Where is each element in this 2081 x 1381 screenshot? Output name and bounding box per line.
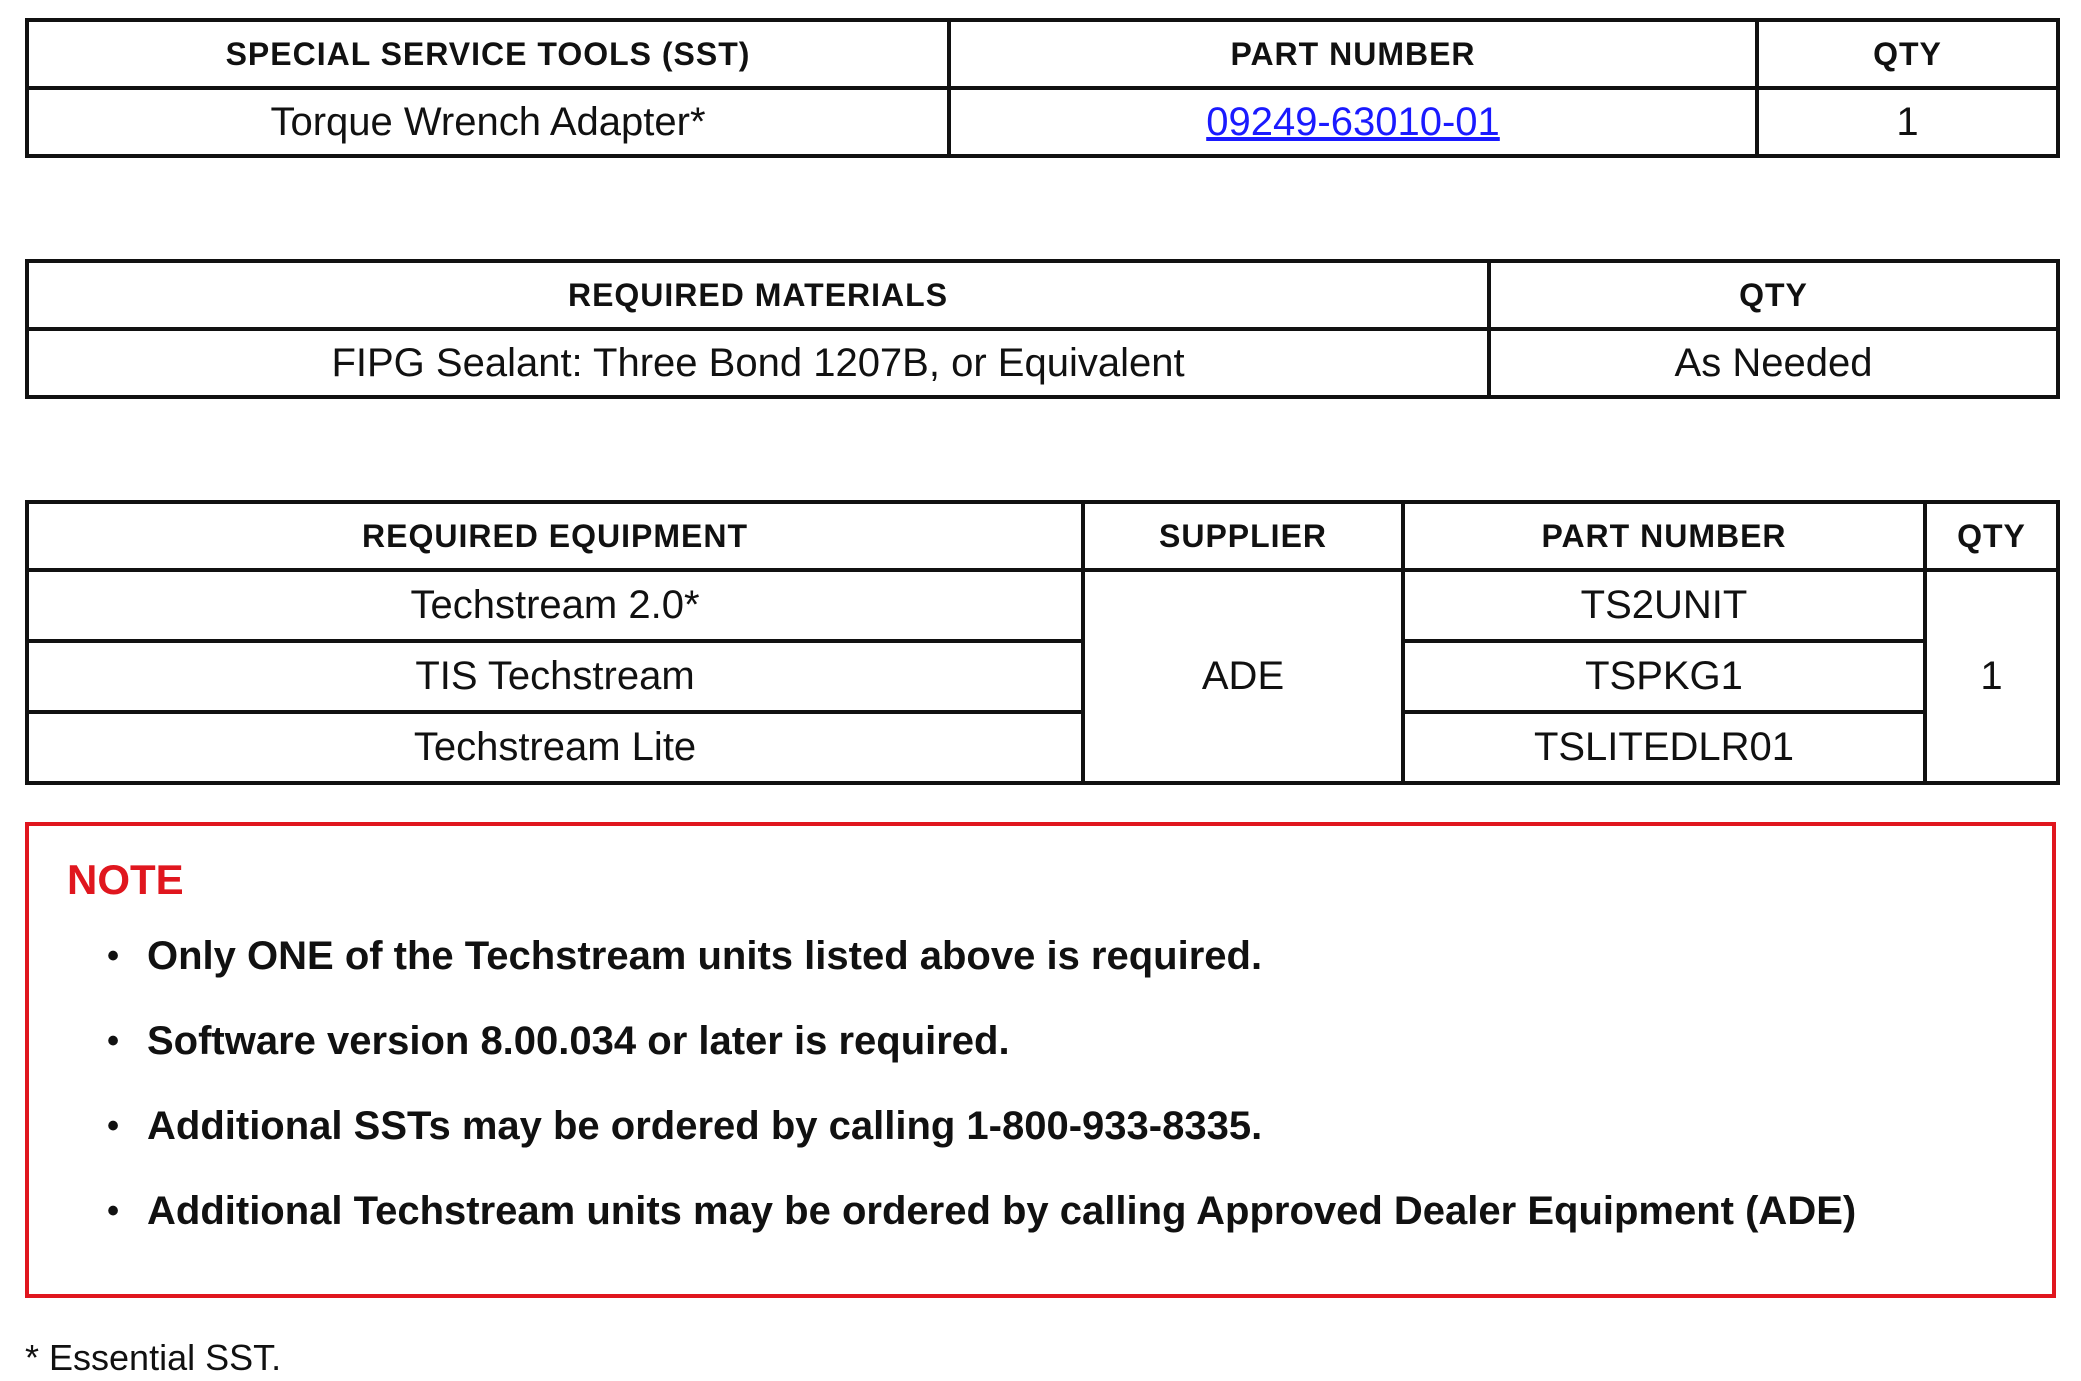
list-item [29,1084,2052,1169]
equipment-header-supplier: SUPPLIER [1083,502,1403,570]
equipment-name: TIS Techstream [27,641,1083,712]
note-item-text: Additional SSTs may be ordered by calling 1-800-933-8335. [147,1104,1263,1148]
table-row [27,329,2058,397]
note-box [25,822,2056,1298]
sst-table [25,18,2060,158]
sst-part-number-cell [949,88,1757,156]
material-name: FIPG Sealant: Three Bond 1207B, or Equivalent [27,329,1489,397]
bullet-icon: • [107,1107,119,1145]
note-item-text: Software version 8.00.034 or later is required. [147,1019,1010,1063]
sst-part-number-link[interactable]: 09249-63010-01 [1206,99,1500,144]
note-list [29,914,2052,1254]
equipment-part-number: TSLITEDLR01 [1403,712,1925,783]
sst-qty: 1 [1757,88,2058,156]
bullet-icon: • [107,937,119,975]
sst-tool-name: Torque Wrench Adapter* [27,88,949,156]
sst-header-part-number: PART NUMBER [949,20,1757,88]
table-row [27,712,2058,783]
equipment-supplier: ADE [1083,570,1403,783]
sst-header-row [27,20,2058,88]
note-item-text: Additional Techstream units may be ordered by calling Approved Dealer Equipment (ADE) [147,1189,1857,1233]
note-title: NOTE [67,856,184,903]
materials-table [25,259,2060,399]
table-row [27,641,2058,712]
list-item [29,1169,2052,1254]
note-item-text: Only ONE of the Techstream units listed above is required. [147,934,1263,978]
materials-header-row [27,261,2058,329]
equipment-table [25,500,2060,785]
equipment-name: Techstream 2.0* [27,570,1083,641]
materials-header-qty: QTY [1489,261,2058,329]
equipment-header-qty: QTY [1925,502,2058,570]
materials-header-material: REQUIRED MATERIALS [27,261,1489,329]
equipment-part-number: TS2UNIT [1403,570,1925,641]
equipment-qty: 1 [1925,570,2058,783]
equipment-header-name: REQUIRED EQUIPMENT [27,502,1083,570]
list-item [29,914,2052,999]
bullet-icon: • [107,1192,119,1230]
sst-header-qty: QTY [1757,20,2058,88]
equipment-header-part-number: PART NUMBER [1403,502,1925,570]
table-row [27,88,2058,156]
table-row [27,570,2058,641]
footnote: * Essential SST. [25,1337,282,1378]
sst-header-tool: SPECIAL SERVICE TOOLS (SST) [27,20,949,88]
bullet-icon: • [107,1022,119,1060]
list-item [29,999,2052,1084]
equipment-name: Techstream Lite [27,712,1083,783]
equipment-header-row [27,502,2058,570]
equipment-part-number: TSPKG1 [1403,641,1925,712]
material-qty: As Needed [1489,329,2058,397]
